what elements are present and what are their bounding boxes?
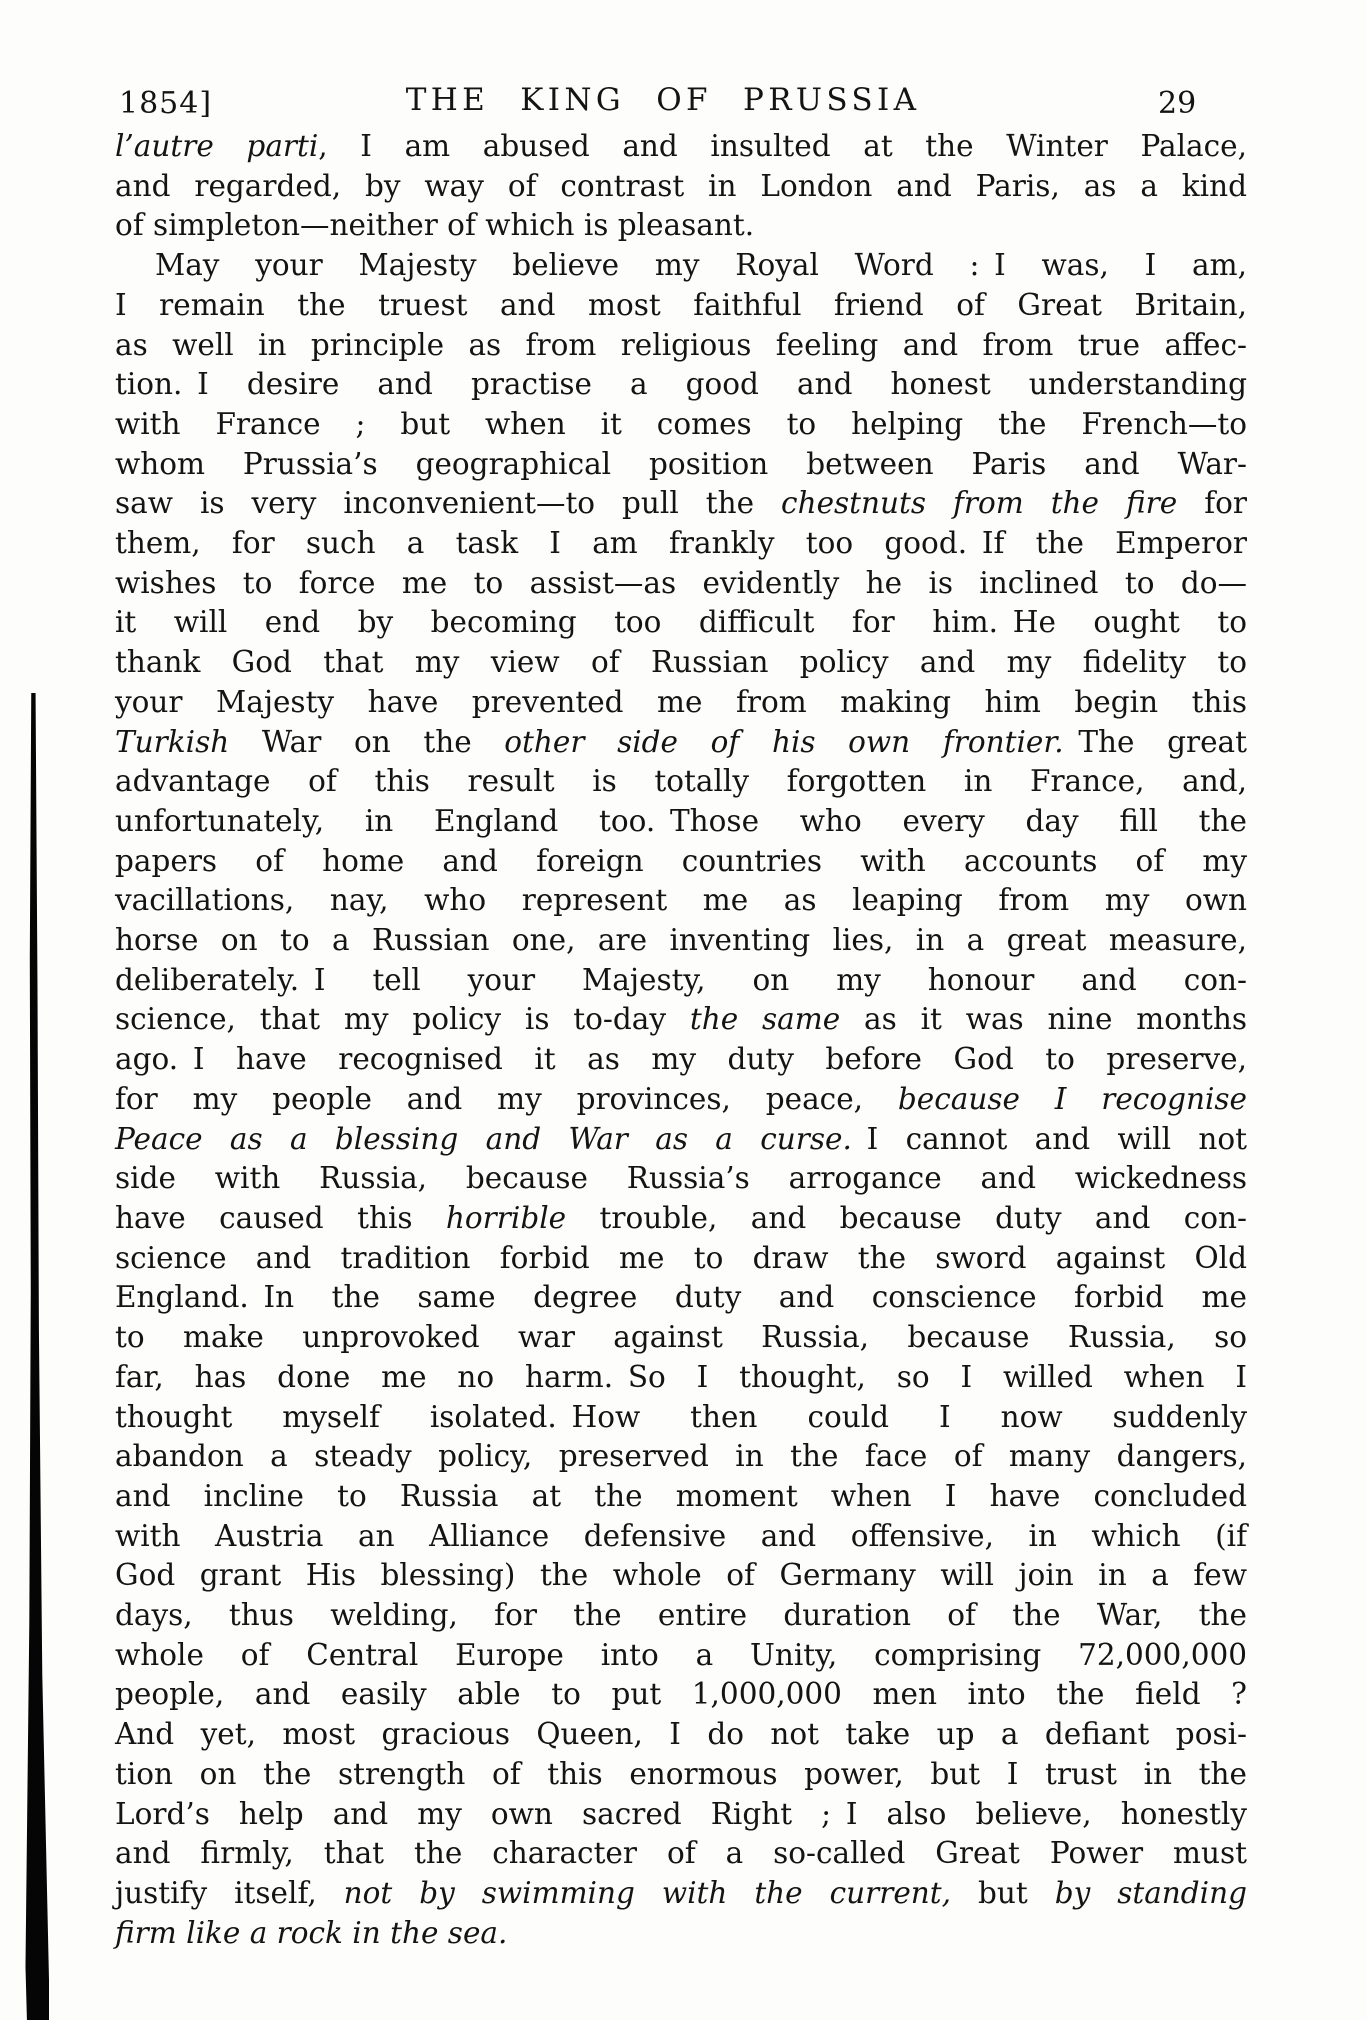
text-segment: with France ; but when it comes to helping the French—to	[115, 406, 1247, 441]
text-line	[115, 683, 1247, 723]
text-line	[115, 524, 1247, 564]
text-segment: God grant His blessing) the whole of Germany will join in a few	[115, 1558, 1247, 1593]
text-segment: and regarded, by way of contrast in London and Paris, as a kind	[115, 168, 1247, 203]
italic-text-segment: the same	[689, 1002, 841, 1037]
text-line	[115, 1914, 1247, 1954]
text-segment: War on the	[229, 724, 505, 759]
text-segment: abandon a steady policy, preserved in the face of many dangers,	[115, 1439, 1247, 1474]
text-segment: as it was nine months	[840, 1002, 1247, 1037]
text-line	[115, 961, 1247, 1001]
page-number: 29	[1158, 86, 1197, 121]
text-line	[115, 246, 1247, 286]
text-segment: The great	[1063, 724, 1247, 759]
scan-artifact-streak	[25, 693, 49, 2020]
text-line	[115, 881, 1247, 921]
text-segment: science, that my policy is to-day	[115, 1002, 690, 1037]
text-segment: papers of home and foreign countries with accounts of my	[115, 843, 1247, 878]
text-line	[115, 1834, 1247, 1874]
text-line	[115, 326, 1247, 366]
text-segment: horse on to a Russian one, are inventing lies, in a great measure,	[115, 923, 1247, 958]
text-line	[115, 365, 1247, 405]
text-segment: for my people and my provinces, peace,	[115, 1081, 898, 1116]
text-line	[115, 1080, 1247, 1120]
text-line	[115, 1000, 1247, 1040]
text-line	[115, 802, 1247, 842]
text-segment: saw is very inconvenient—to pull the	[115, 486, 782, 521]
text-line	[115, 1556, 1247, 1596]
text-line	[115, 1120, 1247, 1160]
text-line	[115, 1040, 1247, 1080]
text-line	[115, 1636, 1247, 1676]
text-line	[115, 1278, 1247, 1318]
text-segment: people, and easily able to put 1,000,000 men into the field ?	[115, 1677, 1247, 1712]
text-segment: England. In the same degree duty and conscience forbid me	[115, 1280, 1247, 1315]
text-line	[115, 1318, 1247, 1358]
text-line	[115, 445, 1247, 485]
text-segment: deliberately. I tell your Majesty, on my honour and con-	[115, 962, 1247, 997]
text-segment: tion on the strength of this enormous power, but I trust in the	[115, 1756, 1247, 1791]
text-segment: vacillations, nay, who represent me as leaping from my own	[115, 883, 1247, 918]
page-header	[0, 82, 1367, 126]
italic-text-segment: horrible	[445, 1200, 567, 1235]
text-segment: whole of Central Europe into a Unity, comprising 72,000,000	[115, 1637, 1247, 1672]
running-title: THE KING OF PRUSSIA	[405, 82, 921, 118]
text-segment: as well in principle as from religious feeling and from true affec-	[115, 327, 1247, 362]
text-segment: side with Russia, because Russia’s arrogance and wickedness	[115, 1161, 1247, 1196]
text-line	[115, 167, 1247, 207]
text-line	[115, 1437, 1247, 1477]
text-segment: of simpleton—neither of which is pleasant.	[115, 208, 755, 243]
italic-text-segment: Turkish	[115, 724, 230, 759]
text-line	[115, 1477, 1247, 1517]
text-line	[115, 1795, 1247, 1835]
text-line	[115, 1239, 1247, 1279]
text-segment: days, thus welding, for the entire duration of the War, the	[115, 1598, 1247, 1633]
text-segment: whom Prussia’s geographical position between Paris and War-	[115, 446, 1247, 481]
text-segment: to make unprovoked war against Russia, because Russia, so	[115, 1320, 1247, 1355]
text-segment: thought myself isolated. How then could I now suddenly	[115, 1399, 1247, 1434]
text-segment: I cannot and will not	[851, 1121, 1247, 1156]
text-segment: have caused this	[115, 1200, 446, 1235]
text-line	[115, 1398, 1247, 1438]
text-line	[115, 842, 1247, 882]
italic-text-segment: l’autre parti	[115, 129, 319, 163]
text-segment: unfortunately, in England too. Those who every day fill the	[115, 803, 1247, 838]
text-segment: but	[951, 1875, 1055, 1910]
text-segment: and firmly, that the character of a so-called Great Power must	[115, 1836, 1247, 1871]
text-line	[115, 1874, 1247, 1914]
italic-text-segment: firm like a rock in the sea.	[115, 1915, 508, 1950]
text-line	[115, 1675, 1247, 1715]
page-body	[115, 127, 1247, 1953]
text-segment: your Majesty have prevented me from making him begin this	[115, 684, 1247, 719]
text-line	[115, 1159, 1247, 1199]
text-segment: science and tradition forbid me to draw the sword against Old	[115, 1240, 1247, 1275]
text-line	[115, 1517, 1247, 1557]
text-line	[115, 603, 1247, 643]
text-line	[115, 206, 1247, 246]
italic-text-segment: not by swimming with the current,	[343, 1875, 952, 1910]
text-line	[115, 484, 1247, 524]
italic-text-segment: Peace as a blessing and War as a curse.	[115, 1121, 852, 1156]
text-line	[115, 762, 1247, 802]
text-segment: it will end by becoming too difficult for him. He ought to	[115, 605, 1247, 640]
text-line	[115, 127, 1247, 167]
text-line	[115, 921, 1247, 961]
italic-text-segment: by standing	[1054, 1875, 1248, 1910]
italic-text-segment: because I recognise	[897, 1081, 1247, 1116]
text-segment: tion. I desire and practise a good and honest understanding	[115, 367, 1247, 402]
text-line	[115, 405, 1247, 445]
text-segment: Lord’s help and my own sacred Right ; I also believe, honestly	[115, 1796, 1247, 1831]
text-segment: trouble, and because duty and con-	[566, 1200, 1247, 1235]
text-line	[115, 1755, 1247, 1795]
text-line	[115, 564, 1247, 604]
text-line	[115, 1358, 1247, 1398]
text-segment: justify itself,	[115, 1875, 344, 1910]
text-line	[115, 286, 1247, 326]
italic-text-segment: chestnuts from the fire	[781, 486, 1178, 521]
text-segment: May your Majesty believe my Royal Word : I was, I am,	[155, 248, 1247, 283]
text-segment: And yet, most gracious Queen, I do not take up a defiant posi-	[115, 1717, 1247, 1752]
text-segment: wishes to force me to assist—as evidently he is inclined to do—	[115, 565, 1247, 600]
text-segment: , I am abused and insulted at the Winter Palace,	[318, 129, 1247, 163]
italic-text-segment: other side of his own frontier.	[504, 724, 1064, 759]
text-segment: far, has done me no harm. So I thought, so I willed when I	[115, 1359, 1247, 1394]
text-segment: thank God that my view of Russian policy and my fidelity to	[115, 645, 1247, 680]
text-segment: and incline to Russia at the moment when I have concluded	[115, 1478, 1247, 1513]
text-segment: ago. I have recognised it as my duty before God to preserve,	[115, 1042, 1247, 1077]
text-line	[115, 723, 1247, 763]
text-line	[115, 643, 1247, 683]
edition-year: 1854]	[119, 86, 213, 121]
text-line	[115, 1715, 1247, 1755]
text-segment: with Austria an Alliance defensive and offensive, in which (if	[115, 1518, 1247, 1553]
text-line	[115, 1596, 1247, 1636]
text-segment: them, for such a task I am frankly too good. If the Emperor	[115, 526, 1247, 561]
text-segment: for	[1177, 486, 1247, 521]
text-segment: advantage of this result is totally forgotten in France, and,	[115, 764, 1247, 799]
text-line	[115, 1199, 1247, 1239]
text-segment: I remain the truest and most faithful friend of Great Britain,	[115, 287, 1247, 322]
